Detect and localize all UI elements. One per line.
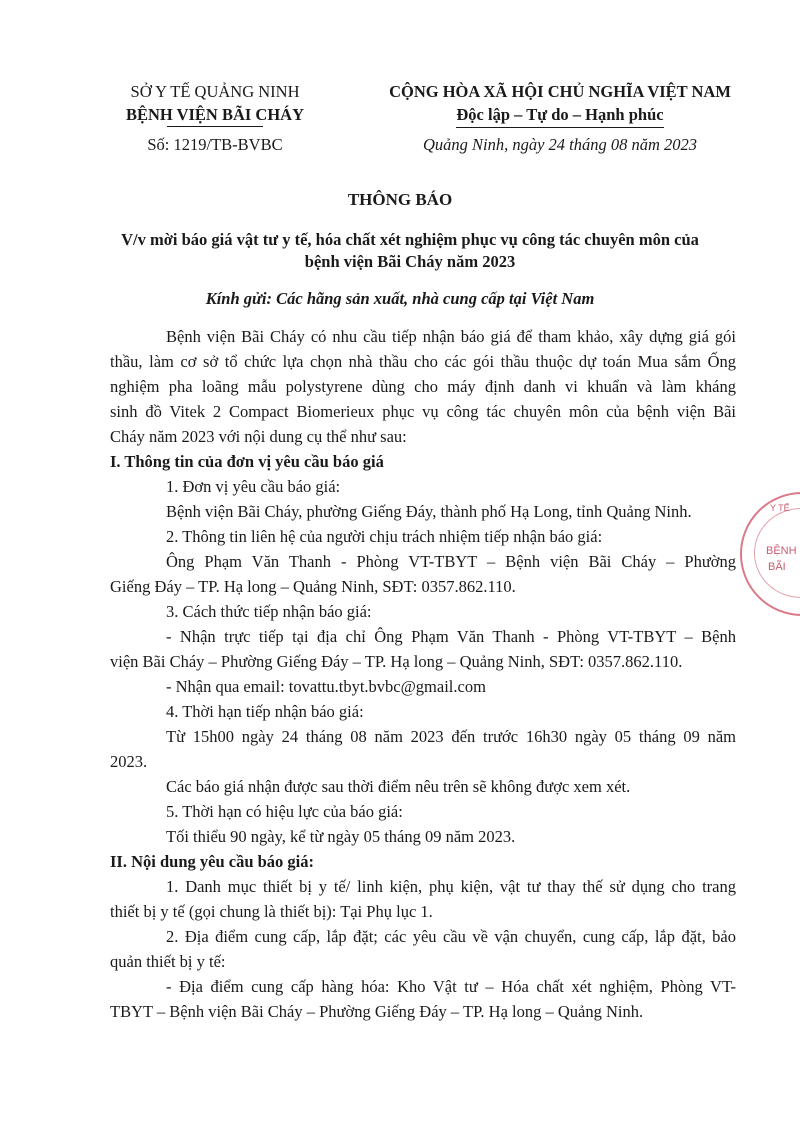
seal-text: BỆNH bbox=[766, 545, 797, 557]
body-line: 4. Thời hạn tiếp nhận báo giá: bbox=[166, 702, 364, 721]
body-line: sinh đồ Vitek 2 Compact Biomerieux phục vụ công tác chuyên môn của bệnh viện Bãi bbox=[110, 402, 736, 421]
body-line: Ông Phạm Văn Thanh - Phòng VT-TBYT – Bệnh viện Bãi Cháy – Phường bbox=[166, 552, 736, 571]
body-line: 5. Thời hạn có hiệu lực của báo giá: bbox=[166, 802, 403, 821]
national-title: CỘNG HÒA XÃ HỘI CHỦ NGHĨA VIỆT NAM bbox=[389, 82, 731, 101]
national-motto: Độc lập – Tự do – Hạnh phúc bbox=[456, 103, 663, 128]
body-line: Tối thiểu 90 ngày, kể từ ngày 05 tháng 09 năm 2023. bbox=[166, 827, 516, 846]
national-header bbox=[340, 80, 780, 156]
body-line: quản thiết bị y tế: bbox=[110, 952, 226, 971]
body-line: - Nhận trực tiếp tại địa chỉ Ông Phạm Văn Thanh - Phòng VT-TBYT – Bệnh bbox=[166, 627, 736, 646]
body-line: thầu, làm cơ sở tổ chức lựa chọn nhà thầu cho các gói thầu thuộc dự toán Mua sắm Ống bbox=[110, 352, 736, 371]
section-heading: I. Thông tin của đơn vị yêu cầu báo giá bbox=[110, 452, 384, 471]
body-line: viện Bãi Cháy – Phường Giếng Đáy – TP. Hạ long – Quảng Ninh, SĐT: 0357.862.110. bbox=[110, 652, 683, 671]
body-line: Giếng Đáy – TP. Hạ long – Quảng Ninh, SĐT: 0357.862.110. bbox=[110, 577, 516, 596]
body-line: Từ 15h00 ngày 24 tháng 08 năm 2023 đến trước 16h30 ngày 05 tháng 09 năm bbox=[166, 727, 736, 746]
document-subject bbox=[100, 229, 720, 273]
body-line: 1. Đơn vị yêu cầu báo giá: bbox=[166, 477, 341, 496]
subject-line: bệnh viện Bãi Cháy năm 2023 bbox=[304, 252, 516, 271]
body-line: - Nhận qua email: tovattu.tbyt.bvbc@gmail.com bbox=[166, 677, 486, 696]
section-heading: II. Nội dung yêu cầu báo giá: bbox=[110, 852, 315, 871]
body-line: Bệnh viện Bãi Cháy, phường Giếng Đáy, thành phố Hạ Long, tỉnh Quảng Ninh. bbox=[166, 502, 692, 521]
body-line: thiết bị y tế (gọi chung là thiết bị): Tại Phụ lục 1. bbox=[110, 902, 433, 921]
seal-text: BÃI bbox=[768, 561, 786, 573]
body-line: Bệnh viện Bãi Cháy có nhu cầu tiếp nhận báo giá để tham khảo, xây dựng giá gói bbox=[166, 327, 736, 346]
body-line: 1. Danh mục thiết bị y tế/ linh kiện, phụ kiện, vật tư thay thế sử dụng cho trang bbox=[166, 877, 736, 896]
body-line: - Địa điểm cung cấp hàng hóa: Kho Vật tư – Hóa chất xét nghiệm, Phòng VT- bbox=[166, 977, 736, 996]
body-line: Cháy năm 2023 với nội dung cụ thể như sau: bbox=[110, 427, 407, 446]
organization-name: BỆNH VIỆN BÃI CHÁY bbox=[125, 105, 305, 124]
document-number: Số: 1219/TB-BVBC bbox=[147, 135, 283, 154]
issuer-header bbox=[100, 80, 330, 156]
body-line: 2. Thông tin liên hệ của người chịu trách nhiệm tiếp nhận báo giá: bbox=[166, 527, 603, 546]
parent-organization: SỞ Y TẾ QUẢNG NINH bbox=[130, 82, 300, 101]
body-line: Các báo giá nhận được sau thời điểm nêu trên sẽ không được xem xét. bbox=[166, 777, 631, 796]
body-line: nghiệm pha loãng mẫu polystyrene dùng cho máy định danh vi khuẩn và làm kháng bbox=[110, 377, 736, 396]
seal-text: Y TẾ bbox=[770, 503, 790, 513]
body-line: 3. Cách thức tiếp nhận báo giá: bbox=[166, 602, 372, 621]
place-and-date: Quảng Ninh, ngày 24 tháng 08 năm 2023 bbox=[422, 135, 698, 154]
body-line: 2. Địa điểm cung cấp, lắp đặt; các yêu cầu về vận chuyển, cung cấp, lắp đặt, bảo bbox=[166, 927, 736, 946]
document-body bbox=[110, 324, 736, 1024]
subject-line: V/v mời báo giá vật tư y tế, hóa chất xét nghiệm phục vụ công tác chuyên môn của bbox=[121, 230, 699, 249]
body-line: 2023. bbox=[110, 752, 148, 771]
document-title: THÔNG BÁO bbox=[347, 190, 453, 209]
header-underline bbox=[167, 126, 263, 127]
body-line: TBYT – Bệnh viện Bãi Cháy – Phường Giếng Đáy – TP. Hạ long – Quảng Ninh. bbox=[110, 1002, 644, 1021]
recipient-line: Kính gửi: Các hãng sản xuất, nhà cung cấp tại Việt Nam bbox=[205, 289, 595, 308]
